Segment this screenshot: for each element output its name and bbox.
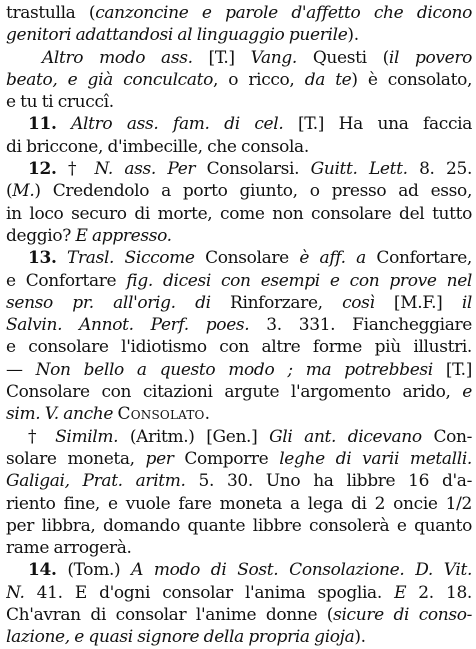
text-segment: per libbra, domando quante libbre consolerà e quanto [6,515,472,536]
text-line [6,336,472,358]
italic-text: senso pr. all'orig. di [6,292,211,313]
italic-text: N. [6,582,25,603]
text-line [6,626,472,648]
text-segment: 41. E d'ogni consolar l'anima spoglia. [24,582,395,603]
dictionary-entry-text [6,2,472,649]
text-segment: Consolarsi. [195,159,311,180]
italic-text: il [461,292,472,313]
text-line [6,136,472,158]
text-segment: ). [347,25,359,46]
text-segment: , o ricco, [213,69,305,90]
text-segment: solare moneta, [6,448,146,469]
italic-text: leghe di varii metalli. [279,448,472,469]
text-line [6,24,472,46]
text-line [6,559,472,581]
text-segment: 3. 331. Fiancheggiare [249,315,472,336]
text-line [6,515,472,537]
italic-text: Galigai, Prat. aritm. [6,471,186,492]
text-line [6,448,472,470]
text-line [6,47,472,69]
text-line [6,426,472,448]
section-number: 14. [28,560,57,581]
text-line [6,582,472,604]
text-segment: e consolare l'idiotismo con altre forme più illustri. [6,337,472,358]
italic-text: è aff. a [299,248,366,269]
text-line [6,69,472,91]
text-segment: (Aritm.) [Gen.] [118,426,270,447]
text-segment: Confortare, [365,248,472,269]
text-segment: [M.F.] [374,292,462,313]
italic-text: Trasl. Siccome [67,248,195,269]
text-line [6,225,472,247]
text-segment: e Confortare [6,270,127,291]
text-line [6,158,472,180]
italic-text: canzoncine e parole d'affetto che dicono [95,3,472,23]
text-segment: † [56,159,95,180]
italic-text: così [342,292,375,313]
italic-text: Altro modo ass. [42,47,193,68]
italic-text: A modo di Sost. Consolazione. D. Vit. [131,560,472,581]
text-line [6,493,472,515]
italic-text: M. [12,181,35,202]
text-line [6,2,472,24]
italic-text: per [145,448,174,469]
text-segment: ). [354,627,366,648]
text-line [6,314,472,336]
section-number: 11. [28,114,57,135]
italic-text: Altro ass. fam. di cel. [71,114,284,135]
text-segment: Questi ( [296,47,389,68]
section-number: 13. [28,248,57,269]
italic-text: sicure di conso- [333,605,472,626]
italic-text: Non bello a questo modo ; ma potrebbesi [35,359,433,380]
text-segment: in loco securo di morte, come non consolare del tutto [6,203,472,224]
text-segment: Con- [421,426,472,447]
text-segment: Consolato [117,404,205,425]
italic-text: sim. V. anche [6,404,114,425]
text-segment: — [6,359,36,380]
text-segment: 5. 30. Uno ha libbre 16 d'a- [185,471,472,492]
italic-text: Gli ant. dicevano [269,426,422,447]
text-line [6,381,472,403]
text-segment: Comporre [173,448,280,469]
text-line [6,91,472,113]
text-segment: ) è consolato, [351,69,472,90]
italic-text: N. ass. Per [94,159,196,180]
italic-text: da te [304,69,352,90]
text-segment: Consolare [194,248,300,269]
text-segment: 2. 18. [406,582,472,603]
text-segment [57,114,72,134]
text-segment: di briccone, d'imbecille, che consola. [6,136,309,157]
text-segment: . [204,404,210,425]
text-segment [57,248,67,268]
italic-text: Similm. [55,426,119,447]
text-segment: trastulla ( [6,3,96,23]
italic-text: il povero [388,47,472,68]
text-line [6,359,472,381]
italic-text: E appresso. [75,225,172,246]
italic-text: Guitt. Lett. [310,159,408,180]
text-line [6,292,472,314]
text-segment: ( [6,181,13,202]
italic-text: genitori adattandosi al linguaggio puerile [6,25,348,46]
text-segment: deggio? [6,225,76,246]
text-line [6,180,472,202]
text-segment: e tu ti cruccî. [6,92,114,113]
section-number: 12. [28,159,57,180]
text-segment: [T.] [432,359,472,380]
text-line [6,247,472,269]
text-line [6,537,472,559]
text-segment: Rinforzare, [210,292,343,313]
text-line [6,203,472,225]
text-segment: riento fine, e vuole fare moneta a lega di 2 oncie 1/2 [6,493,472,514]
text-segment: ) Credendolo a porto giunto, o presso ad esso, [34,181,472,202]
italic-text: E [394,582,407,603]
text-segment: (Tom.) [56,560,132,581]
text-line [6,270,472,292]
italic-text: e [462,382,472,403]
text-segment: [T.] [192,47,251,68]
italic-text: fig. dicesi con esempi e con prove nel [126,270,472,291]
text-segment: Ch'avran di consolar l'anime donne ( [6,605,334,626]
text-segment: Consolare con citazioni argute l'argomento arido, [6,382,463,403]
text-segment: 8. 25. [407,159,472,180]
italic-text: beato, e già conculcato [6,69,213,90]
text-segment: † [28,426,56,447]
text-line [6,403,472,425]
text-segment: [T.] Ha una faccia [283,114,472,135]
text-segment: rame arrogerà. [6,538,132,559]
text-line [6,470,472,492]
text-line [6,113,472,135]
italic-text: Salvin. Annot. Perf. poes. [6,315,250,336]
italic-text: lazione, e quasi signore della propria gioja [6,627,355,648]
italic-text: Vang. [250,47,297,68]
